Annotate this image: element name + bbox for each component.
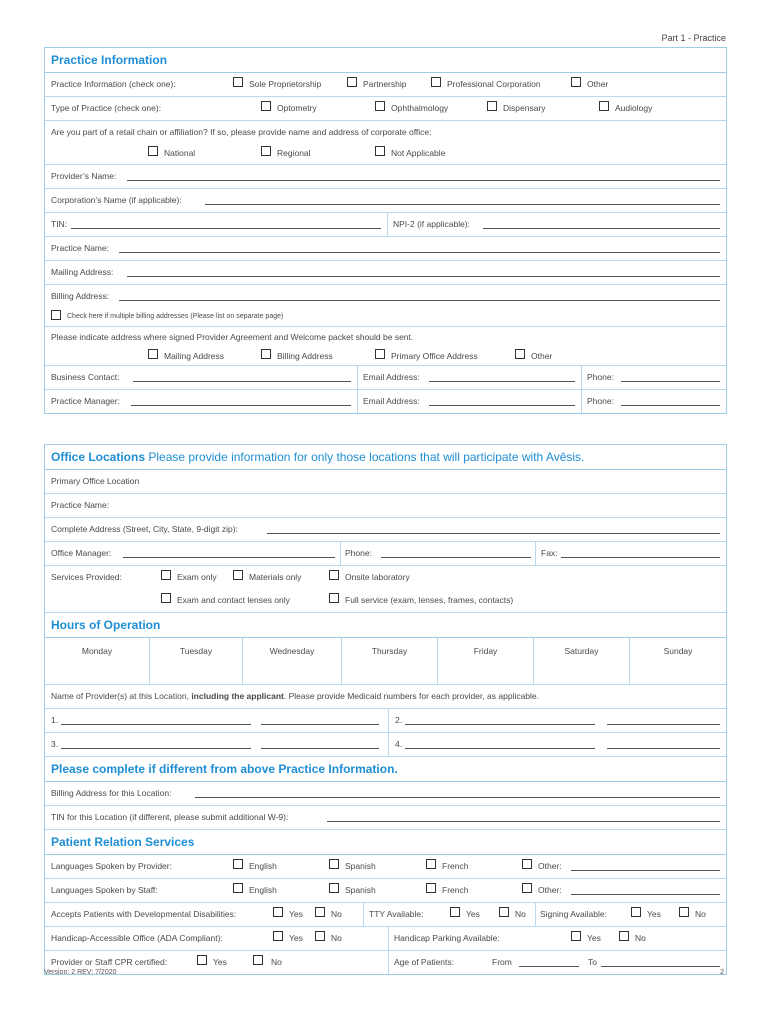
lang-staff-label: Languages Spoken by Staff: xyxy=(51,885,158,895)
multiple-billing-row xyxy=(45,308,726,327)
billing-address-row xyxy=(45,285,726,308)
billing-address-label: Billing Address: xyxy=(51,291,110,301)
parking-yes-checkbox[interactable] xyxy=(571,931,581,941)
dispensary-label: Dispensary xyxy=(503,103,546,113)
signing-label: Signing Available: xyxy=(540,909,607,919)
dev-disab-no-label: No xyxy=(331,909,342,919)
accessibility-row-1 xyxy=(45,903,726,927)
dev-disab-no-checkbox[interactable] xyxy=(315,907,325,917)
retail-options-row xyxy=(45,144,726,165)
services-row-1 xyxy=(45,566,726,589)
materials-only-label: Materials only xyxy=(249,572,302,582)
other-address-checkbox[interactable] xyxy=(515,349,525,359)
manager-phone-label: Phone: xyxy=(587,396,614,406)
ada-no-label: No xyxy=(331,933,342,943)
partnership-checkbox[interactable] xyxy=(347,77,357,87)
provider-2-name-input[interactable] xyxy=(405,724,595,725)
ada-no-checkbox[interactable] xyxy=(315,931,325,941)
exam-contacts-label: Exam and contact lenses only xyxy=(177,595,290,605)
different-title: Please complete if different from above Practice Information. xyxy=(45,757,726,782)
providers-intro-bold: including the applicant xyxy=(191,691,284,701)
npi2-input[interactable] xyxy=(483,228,720,229)
age-to-input[interactable] xyxy=(601,966,720,967)
staff-french-checkbox[interactable] xyxy=(426,883,436,893)
providers-intro-c: . Please provide Medicaid numbers for each provider, as applicable. xyxy=(283,691,540,701)
agreement-question-row xyxy=(45,327,726,347)
provider-french-checkbox[interactable] xyxy=(426,859,436,869)
multiple-billing-label: Check here if multiple billing addresses (Please list on separate page) xyxy=(67,313,284,320)
office-locations-title xyxy=(45,445,726,470)
dev-disab-yes-label: Yes xyxy=(289,909,303,919)
location-tin-row xyxy=(45,806,726,830)
other-address-label: Other xyxy=(531,351,553,361)
provider-spanish-checkbox[interactable] xyxy=(329,859,339,869)
lang-provider-row xyxy=(45,855,726,879)
signing-yes-checkbox[interactable] xyxy=(631,907,641,917)
agreement-options-row xyxy=(45,347,726,366)
provider-other-checkbox[interactable] xyxy=(522,859,532,869)
divider xyxy=(363,903,364,926)
dev-disab-label: Accepts Patients with Developmental Disabilities: xyxy=(51,909,237,919)
day-sunday[interactable]: Sunday xyxy=(663,646,693,656)
provider-name-row xyxy=(45,165,726,189)
mailing-address-label: Mailing Address: xyxy=(51,267,114,277)
day-tuesday[interactable]: Tuesday xyxy=(150,638,243,684)
staff-spanish-label: Spanish xyxy=(345,885,376,895)
day-monday[interactable]: Monday xyxy=(45,638,150,684)
provider-other-input[interactable] xyxy=(571,870,720,871)
office-practice-name-row xyxy=(45,494,726,518)
optometry-checkbox[interactable] xyxy=(261,101,271,111)
practice-type-row xyxy=(45,97,726,121)
patient-relation-title: Patient Relation Services xyxy=(45,830,726,855)
practice-type-label: Type of Practice (check one): xyxy=(51,103,162,113)
regional-label: Regional xyxy=(277,148,311,158)
mailing-address-row xyxy=(45,261,726,285)
accessibility-row-2 xyxy=(45,927,726,951)
cpr-label: Provider or Staff CPR certified: xyxy=(51,957,168,967)
provider-3-name-input[interactable] xyxy=(61,748,251,749)
cpr-no-label: No xyxy=(271,957,282,967)
manager-email-input[interactable] xyxy=(429,405,575,406)
business-phone-input[interactable] xyxy=(621,381,720,382)
agreement-question: Please indicate address where signed Provider Agreement and Welcome packet should be sent. xyxy=(51,332,414,342)
location-tin-input[interactable] xyxy=(327,821,720,822)
staff-other-label: Other: xyxy=(538,885,562,895)
primary-office-address-checkbox[interactable] xyxy=(375,349,385,359)
provider-spanish-label: Spanish xyxy=(345,861,376,871)
cpr-no-checkbox[interactable] xyxy=(253,955,263,965)
tty-yes-checkbox[interactable] xyxy=(450,907,460,917)
parking-no-checkbox[interactable] xyxy=(619,931,629,941)
complete-address-row xyxy=(45,518,726,542)
provider-1-name-input[interactable] xyxy=(61,724,251,725)
professional-corporation-label: Professional Corporation xyxy=(447,79,541,89)
materials-only-checkbox[interactable] xyxy=(233,570,243,580)
primary-office-row xyxy=(45,470,726,494)
parking-label: Handicap Parking Available: xyxy=(394,933,500,943)
practice-name-input[interactable] xyxy=(119,252,720,253)
office-practice-name-label: Practice Name: xyxy=(51,500,110,510)
dev-disab-yes-checkbox[interactable] xyxy=(273,907,283,917)
provider-4-number: 4. xyxy=(395,739,403,749)
optometry-label: Optometry xyxy=(277,103,317,113)
provider-1-number: 1. xyxy=(51,715,59,725)
day-saturday[interactable]: Saturday xyxy=(534,638,630,684)
full-service-label: Full service (exam, lenses, frames, contacts) xyxy=(345,595,514,605)
cpr-yes-checkbox[interactable] xyxy=(197,955,207,965)
exam-contacts-checkbox[interactable] xyxy=(161,593,171,603)
complete-address-label: Complete Address (Street, City, State, 9-digit zip): xyxy=(51,524,238,534)
staff-other-checkbox[interactable] xyxy=(522,883,532,893)
business-contact-row xyxy=(45,366,726,390)
primary-office-label: Primary Office Location xyxy=(51,476,140,486)
multiple-billing-checkbox[interactable] xyxy=(51,310,61,320)
providers-intro xyxy=(51,685,539,708)
cpr-yes-label: Yes xyxy=(213,957,227,967)
provider-french-label: French xyxy=(442,861,469,871)
staff-spanish-checkbox[interactable] xyxy=(329,883,339,893)
signing-no-label: No xyxy=(695,909,706,919)
tin-label: TIN: xyxy=(51,219,68,229)
dispensary-checkbox[interactable] xyxy=(487,101,497,111)
location-tin-label: TIN for this Location (if different, please submit additional W-9): xyxy=(51,812,289,822)
national-label: National xyxy=(164,148,196,158)
mailing-address-option-label: Mailing Address xyxy=(164,351,225,361)
divider xyxy=(388,927,389,950)
ada-yes-label: Yes xyxy=(289,933,303,943)
providers-row-1 xyxy=(45,709,726,733)
partnership-label: Partnership xyxy=(363,79,407,89)
exam-only-checkbox[interactable] xyxy=(161,570,171,580)
provider-name-label: Provider’s Name: xyxy=(51,171,117,181)
age-from-label: From xyxy=(492,957,512,967)
divider xyxy=(388,733,389,756)
billing-address-checkbox[interactable] xyxy=(261,349,271,359)
staff-french-label: French xyxy=(442,885,469,895)
audiology-checkbox[interactable] xyxy=(599,101,609,111)
provider-english-checkbox[interactable] xyxy=(233,859,243,869)
day-friday[interactable]: Friday xyxy=(438,638,534,684)
business-email-label: Email Address: xyxy=(363,372,420,382)
divider xyxy=(388,951,389,974)
tin-row xyxy=(45,213,726,237)
divider xyxy=(581,390,582,413)
retail-question: Are you part of a retail chain or affiliation? If so, please provide name and address of corporate office: xyxy=(51,127,432,137)
divider xyxy=(535,903,536,926)
office-phone-label: Phone: xyxy=(345,548,372,558)
provider-name-input[interactable] xyxy=(127,180,720,181)
divider xyxy=(387,213,388,236)
provider-2-medicaid-input[interactable] xyxy=(607,724,720,725)
location-billing-input[interactable] xyxy=(195,797,720,798)
office-manager-row xyxy=(45,542,726,566)
primary-office-address-label: Primary Office Address xyxy=(391,351,478,361)
complete-address-input[interactable] xyxy=(267,533,720,534)
hours-days-row xyxy=(45,638,726,685)
tty-label: TTY Available: xyxy=(369,909,424,919)
practice-information-title: Practice Information xyxy=(45,48,726,73)
provider-4-name-input[interactable] xyxy=(405,748,595,749)
other-practice-label: Other xyxy=(587,79,609,89)
corporation-name-input[interactable] xyxy=(205,204,720,205)
provider-english-label: English xyxy=(249,861,277,871)
not-applicable-label: Not Applicable xyxy=(391,148,446,158)
provider-4-medicaid-input[interactable] xyxy=(607,748,720,749)
audiology-label: Audiology xyxy=(615,103,653,113)
national-checkbox[interactable] xyxy=(148,146,158,156)
day-thursday[interactable]: Thursday xyxy=(342,638,438,684)
office-locations-section xyxy=(44,444,727,975)
office-phone-input[interactable] xyxy=(381,557,531,558)
practice-info-row xyxy=(45,73,726,97)
business-email-input[interactable] xyxy=(429,381,575,382)
divider xyxy=(340,542,341,565)
divider xyxy=(581,366,582,389)
billing-address-input[interactable] xyxy=(119,300,720,301)
ophthalmology-checkbox[interactable] xyxy=(375,101,385,111)
provider-1-medicaid-input[interactable] xyxy=(261,724,379,725)
onsite-laboratory-checkbox[interactable] xyxy=(329,570,339,580)
full-service-checkbox[interactable] xyxy=(329,593,339,603)
providers-intro-a: Name of Provider(s) at this Location, xyxy=(51,691,192,701)
parking-no-label: No xyxy=(635,933,646,943)
practice-manager-input[interactable] xyxy=(131,405,351,406)
signing-yes-label: Yes xyxy=(647,909,661,919)
provider-3-number: 3. xyxy=(51,739,59,749)
mailing-address-checkbox[interactable] xyxy=(148,349,158,359)
not-applicable-checkbox[interactable] xyxy=(375,146,385,156)
office-manager-label: Office Manager: xyxy=(51,548,112,558)
sole-proprietorship-label: Sole Proprietorship xyxy=(249,79,322,89)
location-billing-label: Billing Address for this Location: xyxy=(51,788,172,798)
business-phone-label: Phone: xyxy=(587,372,614,382)
part-label: Part 1 - Practice xyxy=(661,33,726,43)
professional-corporation-checkbox[interactable] xyxy=(431,77,441,87)
tty-no-checkbox[interactable] xyxy=(499,907,509,917)
age-from-input[interactable] xyxy=(519,966,579,967)
ada-yes-checkbox[interactable] xyxy=(273,931,283,941)
divider xyxy=(357,366,358,389)
manager-email-label: Email Address: xyxy=(363,396,420,406)
ada-label: Handicap-Accessible Office (ADA Compliant): xyxy=(51,933,223,943)
regional-checkbox[interactable] xyxy=(261,146,271,156)
corporation-name-label: Corporation’s Name (if applicable): xyxy=(51,195,182,205)
retail-question-row xyxy=(45,121,726,144)
signing-no-checkbox[interactable] xyxy=(679,907,689,917)
providers-intro-row xyxy=(45,685,726,709)
hours-title: Hours of Operation xyxy=(45,613,726,638)
location-billing-row xyxy=(45,782,726,806)
lang-staff-row xyxy=(45,879,726,903)
ophthalmology-label: Ophthalmology xyxy=(391,103,449,113)
cpr-age-row xyxy=(45,951,726,974)
day-wednesday[interactable]: Wednesday xyxy=(243,638,342,684)
version-label: Version: 2 REV: 7/2020 xyxy=(44,969,117,976)
lang-provider-label: Languages Spoken by Provider: xyxy=(51,861,172,871)
office-locations-heading: Office Locations xyxy=(51,450,146,464)
onsite-laboratory-label: Onsite laboratory xyxy=(345,572,410,582)
provider-2-number: 2. xyxy=(395,715,403,725)
provider-3-medicaid-input[interactable] xyxy=(261,748,379,749)
practice-manager-label: Practice Manager: xyxy=(51,396,120,406)
office-locations-subtitle: Please provide information for only those locations that will participate with Avēsis. xyxy=(148,450,585,464)
tin-input[interactable] xyxy=(71,228,381,229)
divider xyxy=(535,542,536,565)
tty-no-label: No xyxy=(515,909,526,919)
page-number: 2 xyxy=(720,969,724,976)
office-manager-input[interactable] xyxy=(123,557,335,558)
services-row-2 xyxy=(45,589,726,613)
staff-english-checkbox[interactable] xyxy=(233,883,243,893)
sole-proprietorship-checkbox[interactable] xyxy=(233,77,243,87)
corporation-name-row xyxy=(45,189,726,213)
billing-address-option-label: Billing Address xyxy=(277,351,333,361)
staff-english-label: English xyxy=(249,885,277,895)
services-label: Services Provided: xyxy=(51,572,122,582)
provider-other-label: Other: xyxy=(538,861,562,871)
tty-yes-label: Yes xyxy=(466,909,480,919)
office-fax-label: Fax: xyxy=(541,548,558,558)
mailing-address-input[interactable] xyxy=(127,276,720,277)
business-contact-input[interactable] xyxy=(133,381,351,382)
practice-name-row xyxy=(45,237,726,261)
npi2-label: NPI-2 (if applicable): xyxy=(393,219,471,229)
parking-yes-label: Yes xyxy=(587,933,601,943)
divider xyxy=(388,709,389,732)
other-practice-checkbox[interactable] xyxy=(571,77,581,87)
age-label: Age of Patients: xyxy=(394,957,455,967)
providers-row-2 xyxy=(45,733,726,757)
exam-only-label: Exam only xyxy=(177,572,217,582)
practice-info-label: Practice Information (check one): xyxy=(51,79,176,89)
manager-phone-input[interactable] xyxy=(621,405,720,406)
practice-manager-row xyxy=(45,390,726,413)
business-contact-label: Business Contact: xyxy=(51,372,120,382)
divider xyxy=(357,390,358,413)
office-fax-input[interactable] xyxy=(561,557,720,558)
staff-other-input[interactable] xyxy=(571,894,720,895)
age-to-label: To xyxy=(588,957,597,967)
practice-name-label: Practice Name: xyxy=(51,243,110,253)
practice-information-section xyxy=(44,47,727,414)
